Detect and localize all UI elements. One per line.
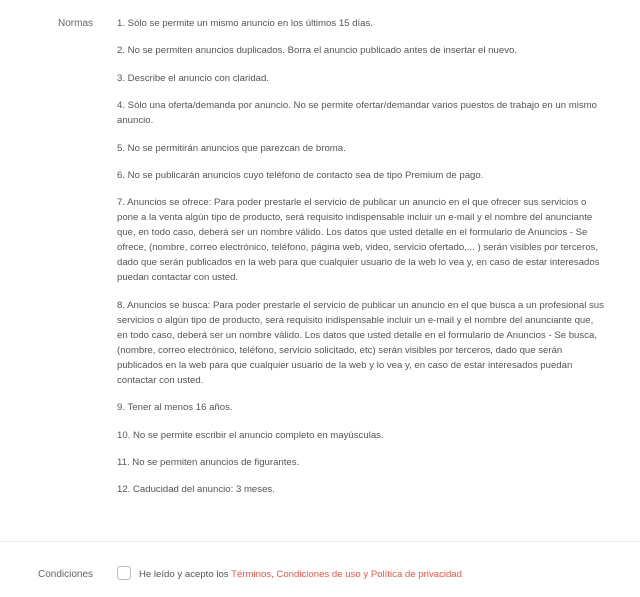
rule-item-5: 5. No se permitirán anuncios que parezcan de broma. bbox=[117, 142, 346, 154]
accept-terms-checkbox[interactable] bbox=[117, 566, 131, 580]
accept-terms-prefix: He leído y acepto los bbox=[139, 569, 229, 580]
normas-label: Normas bbox=[58, 18, 94, 29]
accept-terms-text bbox=[139, 569, 462, 580]
rule-item-6: 6. No se publicarán anuncios cuyo teléfono de contacto sea de tipo Premium de pago. bbox=[117, 169, 484, 181]
rule-item-9: 9. Tener al menos 16 años. bbox=[117, 402, 233, 414]
rule-item-3: 3. Describe el anuncio con claridad. bbox=[117, 72, 269, 84]
rule-item-4: 4. Sólo una oferta/demanda por anuncio. No se permite ofertar/demandar varios puestos de trabajo en un mismo anuncio. bbox=[117, 100, 597, 127]
conditions-section bbox=[0, 560, 640, 590]
rule-item-1: 1. Sólo se permite un mismo anuncio en los últimos 15 días. bbox=[117, 18, 373, 29]
conditions-label: Condiciones bbox=[38, 569, 94, 580]
terms-conditions-link[interactable]: Términos, Condiciones de uso y Política de privacidad bbox=[231, 569, 463, 580]
rule-item-2: 2. No se permiten anuncios duplicados. Borra el anuncio publicado antes de insertar el nuevo. bbox=[117, 45, 517, 57]
rule-item-7: 7. Anuncios se ofrece: Para poder prestarle el servicio de publicar un anuncio en el que ofrecer sus servicios o pone a la venta algún tipo de producto, será requisito indispensable incluir un e-mail y el nombre del anunciante que, en todo caso, deberá ser un nombre válido. Los datos que usted detalle en el formulario de Anuncios - Se ofrece, (nombre, correo electrónico, teléfono, página web, video, servicio ofertado,... ) serán visibles por terceros, dado que serán publicados en la web para que cualquier usuario de la web lo vea y, en caso de estar interesados puedan contactar con usted. bbox=[117, 197, 600, 284]
rule-item-10: 10. No se permite escribir el anuncio completo en mayúsculas. bbox=[117, 429, 384, 441]
section-divider bbox=[0, 541, 640, 542]
rule-item-8: 8. Anuncios se busca: Para poder prestarle el servicio de publicar un anuncio en el que busca a un profesional sus servicios o algún tipo de producto, será requisito indispensable incluir un e-mail y el nombre del anunciante que, en todo caso, deberá ser un nombre válido. Los datos que usted detalle en el formulario de Anuncios - Se busca, (nombre, correo electrónico, teléfono, servicio solicitado, etc) serán visibles por terceros, dado que serán publicados en la web para que cualquier usuario de la web y lo vea y, en caso de estar interesados puedan contactar con usted. bbox=[117, 299, 604, 386]
rule-item-11: 11. No se permiten anuncios de figurantes. bbox=[117, 456, 300, 468]
rule-item-12: 12. Caducidad del anuncio: 3 meses. bbox=[117, 484, 275, 496]
rules-list bbox=[117, 16, 605, 510]
